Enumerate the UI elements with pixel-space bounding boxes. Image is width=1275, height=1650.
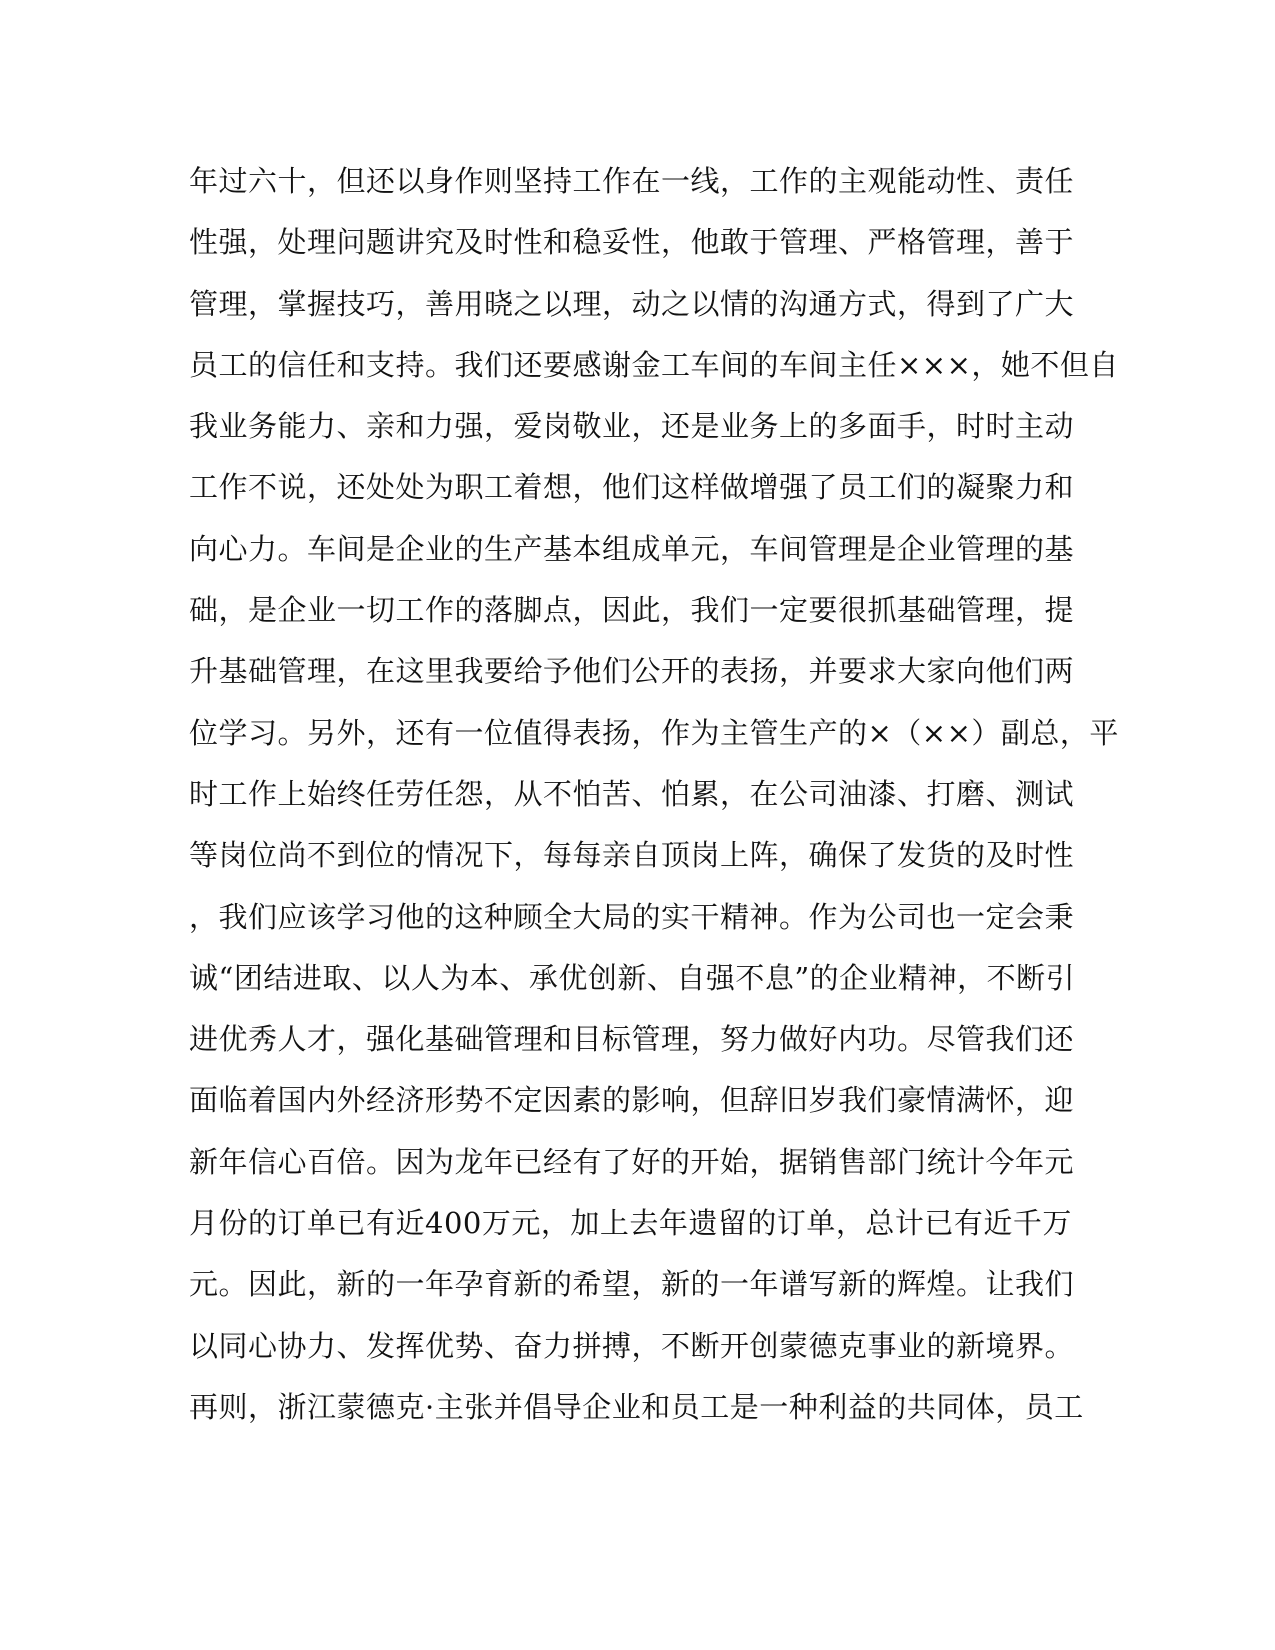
text-line: 时工作上始终任劳任怨，从不怕苦、怕累，在公司油漆、打磨、测试	[189, 776, 1075, 811]
text-line: 月份的订单已有近400万元，加上去年遗留的订单，总计已有近千万	[189, 1206, 1072, 1241]
text-line: 位学习。另外，还有一位值得表扬，作为主管生产的×（××）副总，平	[189, 715, 1119, 750]
text-line: 性强，处理问题讲究及时性和稳妥性，他敢于管理、严格管理，善于	[189, 225, 1075, 260]
body-text	[189, 161, 1119, 1448]
text-line: 诚“团结进取、以人为本、承优创新、自强不息”的企业精神，不断引	[189, 960, 1076, 995]
text-line: 我业务能力、亲和力强，爱岗敬业，还是业务上的多面手，时时主动	[189, 409, 1075, 444]
text-line: 础，是企业一切工作的落脚点，因此，我们一定要很抓基础管理，提	[189, 593, 1075, 628]
text-line: 年过六十，但还以身作则坚持工作在一线，工作的主观能动性、责任	[189, 164, 1075, 198]
text-line: 新年信心百倍。因为龙年已经有了好的开始，据销售部门统计今年元	[189, 1144, 1075, 1179]
text-line: 员工的信任和支持。我们还要感谢金工车间的车间主任×××，她不但自	[189, 347, 1119, 382]
text-line: 元。因此，新的一年孕育新的希望，新的一年谱写新的辉煌。让我们	[189, 1267, 1075, 1302]
text-line: ，我们应该学习他的这种顾全大局的实干精神。作为公司也一定会秉	[189, 899, 1075, 934]
text-line: 面临着国内外经济形势不定因素的影响，但辞旧岁我们豪情满怀，迎	[189, 1083, 1075, 1118]
text-line: 以同心协力、发挥优势、奋力拼搏，不断开创蒙德克事业的新境界。	[189, 1328, 1075, 1363]
text-line: 向心力。车间是企业的生产基本组成单元，车间管理是企业管理的基	[189, 531, 1075, 566]
text-line: 管理，掌握技巧，善用晓之以理，动之以情的沟通方式，得到了广大	[189, 286, 1075, 321]
text-line: 进优秀人才，强化基础管理和目标管理，努力做好内功。尽管我们还	[189, 1022, 1075, 1057]
text-line: 等岗位尚不到位的情况下，每每亲自顶岗上阵，确保了发货的及时性	[189, 838, 1075, 873]
text-line: 工作不说，还处处为职工着想，他们这样做增强了员工们的凝聚力和	[189, 470, 1075, 505]
text-line: 再则，浙江蒙德克·主张并倡导企业和员工是一种利益的共同体，员工	[189, 1389, 1084, 1424]
text-line: 升基础管理，在这里我要给予他们公开的表扬，并要求大家向他们两	[189, 654, 1075, 689]
